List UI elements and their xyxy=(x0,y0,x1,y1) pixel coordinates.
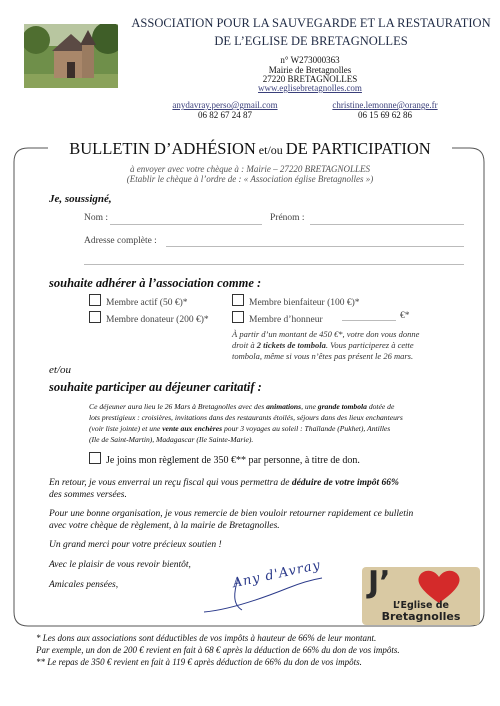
tombola-note xyxy=(232,329,472,362)
contact2-phone: 06 15 69 62 86 xyxy=(358,110,412,120)
closing-p1-line2: des sommes versées. xyxy=(49,490,127,500)
association-title-line2: DE L’EGLISE DE BRETAGNOLLES xyxy=(214,34,408,48)
prenom-field[interactable] xyxy=(310,224,464,225)
eglise-logo xyxy=(362,567,480,625)
prenom-label: Prénom : xyxy=(270,213,305,223)
closing-p4: Avec le plaisir de vous revoir bientôt, xyxy=(49,560,191,570)
checkbox-membre-bienfaiteur[interactable] xyxy=(232,294,244,306)
closing-p5: Amicales pensées, xyxy=(49,580,119,590)
honneur-amount-field[interactable] xyxy=(342,320,396,321)
option-membre-honneur[interactable] xyxy=(232,311,323,325)
label-membre-honneur: Membre d’honneur xyxy=(249,315,323,325)
etou-separator: et/ou xyxy=(49,364,71,376)
honneur-suffix: €* xyxy=(400,311,410,321)
bulletin-title-mid: et/ou xyxy=(255,143,286,157)
signature: Any d'Avray xyxy=(231,557,323,592)
participer-heading: souhaite participer au déjeuner caritatif : xyxy=(49,380,262,394)
dejeuner-line4: (Ile de Saint-Martin), Madagascar (Ile Sainte-Marie). xyxy=(89,435,254,444)
checkbox-reglement[interactable] xyxy=(89,452,101,464)
label-membre-donateur: Membre donateur (200 €)* xyxy=(106,315,209,325)
dejeuner-line2: lots prestigieux : croisières, invitations dans des restaurants étoilés, séjours dans des lieux enchanteurs xyxy=(89,413,403,422)
address-line2: 27220 BRETAGNOLLES xyxy=(262,74,358,84)
option-membre-donateur[interactable] xyxy=(89,311,209,325)
adresse-field-line1[interactable] xyxy=(166,246,464,247)
adherer-heading: souhaite adhérer à l’association comme : xyxy=(49,276,262,290)
je-soussigne: Je, soussigné, xyxy=(49,193,112,205)
closing-p3: Un grand merci pour votre précieux soutien ! xyxy=(49,540,222,550)
nom-label: Nom : xyxy=(84,213,109,223)
tombola-note-line2: droit à 2 tickets de tombola. Vous participerez à cette xyxy=(232,340,414,350)
checkbox-membre-honneur[interactable] xyxy=(232,311,244,323)
option-reglement[interactable] xyxy=(89,452,360,466)
footnote-1: * Les dons aux associations sont déductibles de vos impôts à hauteur de 66% de leur montant. xyxy=(36,633,377,643)
tombola-note-line3: tombola, même si vous n’êtes pas présent le 26 mars. xyxy=(232,351,414,361)
closing-p1-line1: En retour, je vous enverrai un reçu fiscal qui vous permettra de déduire de votre impôt 66% xyxy=(49,478,399,488)
nom-field[interactable] xyxy=(110,224,262,225)
dejeuner-description xyxy=(89,401,479,445)
logo-line1: L’Eglise de xyxy=(393,600,449,611)
logo-letter: J’ xyxy=(368,567,391,600)
closing-p2-line1: Pour une bonne organisation, je vous remercie de bien vouloir retourner rapidement ce bulletin xyxy=(49,509,414,519)
address-line1: Mairie de Bretagnolles xyxy=(268,65,352,75)
closing-p2-line2: avec votre chèque de règlement, à la mairie de Bretagnolles. xyxy=(49,521,280,531)
bulletin-subtitle2: (Etablir le chèque à l’ordre de : « Association église Bretagnolles ») xyxy=(126,174,374,184)
bulletin-title xyxy=(48,139,452,159)
bulletin-title-main: BULLETIN D’ADHÉSION xyxy=(69,139,256,158)
option-membre-bienfaiteur[interactable] xyxy=(232,294,360,308)
footnote-2: Par exemple, un don de 200 € revient en fait à 68 € après la déduction de 66% du don de vos impôts. xyxy=(36,645,400,655)
contact1-phone: 06 82 67 24 87 xyxy=(198,110,252,120)
logo-line2: Bretagnolles xyxy=(381,610,461,623)
closing-p1 xyxy=(49,477,469,501)
dejeuner-line3: (voir liste jointe) et une vente aux enchères pour 3 voyages au soleil : Thaïlande (Pukhet), Antilles xyxy=(89,424,391,433)
bulletin-title-end: DE PARTICIPATION xyxy=(285,139,431,158)
contact2-email[interactable]: christine.lemonne@orange.fr xyxy=(332,100,438,110)
closing-p2 xyxy=(49,508,479,532)
footnote-3: ** Le repas de 350 € revient en fait à 119 € après déduction de 66% du don de vos impôts. xyxy=(36,657,362,667)
checkbox-membre-donateur[interactable] xyxy=(89,311,101,323)
association-title-line1: ASSOCIATION POUR LA SAUVEGARDE ET LA RESTAURATION xyxy=(131,16,491,30)
adresse-field-line2[interactable] xyxy=(84,264,464,265)
contact1-email[interactable]: anydavray.perso@gmail.com xyxy=(172,100,278,110)
dejeuner-line1: Ce déjeuner aura lieu le 26 Mars à Bretagnolles avec des animations, une grande tombola dotée de xyxy=(89,402,395,411)
label-membre-actif: Membre actif (50 €)* xyxy=(106,298,188,308)
adresse-label: Adresse complète : xyxy=(84,236,157,246)
signature-flourish xyxy=(198,570,328,620)
registration-number: n° W273000363 xyxy=(280,55,340,65)
website-link[interactable]: www.eglisebretagnolles.com xyxy=(258,83,362,93)
label-reglement: Je joins mon règlement de 350 €** par personne, à titre de don. xyxy=(106,455,360,466)
checkbox-membre-actif[interactable] xyxy=(89,294,101,306)
bulletin-subtitle1: à envoyer avec votre chèque à : Mairie – 27220 BRETAGNOLLES xyxy=(130,164,370,174)
label-membre-bienfaiteur: Membre bienfaiteur (100 €)* xyxy=(249,298,360,308)
tombola-note-line1: À partir d’un montant de 450 €*, votre don vous donne xyxy=(232,329,420,339)
option-membre-actif[interactable] xyxy=(89,294,188,308)
